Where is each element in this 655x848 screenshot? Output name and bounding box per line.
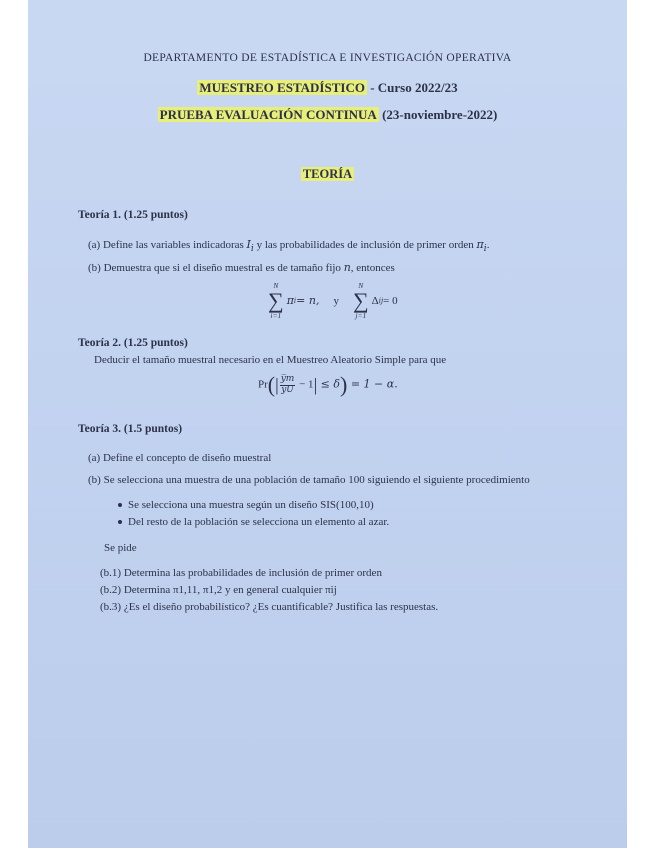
bullet-icon [118,503,122,507]
t3-bullet-2 [118,516,389,528]
exam-date: (23-noviembre-2022) [378,107,498,122]
t1-a-end: . [486,239,490,251]
t1-b-n: n [343,261,351,274]
course-line [0,80,655,96]
t2-leq: ≤ δ [317,377,341,391]
t1-f-ij: ij [378,296,384,305]
t3-b3-label: (b.3) [100,601,122,613]
t1-sum1-sigma: ∑ [268,287,284,313]
t3-b2-text: Determina π1,11, π1,2 y en general cualquier πij [123,584,337,596]
course-year: - Curso 2022/23 [366,80,458,95]
t1-sum2-lower: j=1 [355,310,367,320]
t3-bullet-1-text: Se selecciona una muestra según un diseño SIS(100,10) [128,499,374,511]
t2-formula: Pr(| $\frac{y̅m}{y̅U}$ − 1| ≤ δ) = 1 − α. [258,372,398,397]
department-line: DEPARTAMENTO DE ESTADÍSTICA E INVESTIGACIÓN OPERATIVA [143,52,512,64]
t1-sum2-sigma: ∑ [352,287,369,313]
exam-title: PRUEBA EVALUACIÓN CONTINUA [159,107,377,122]
t1-item-a [88,238,489,254]
t3-item-b3 [100,601,438,613]
t3-item-b [88,474,530,486]
t3-b-label: (b) [88,474,101,486]
t2-fraction [280,375,296,396]
t3-heading: Teoría 3. (1.5 puntos) [78,423,183,435]
t1-sum1 [268,282,284,319]
t1-a-text-1: Define las variables indicadoras [102,239,247,251]
exam-line [0,107,655,123]
t1-item-b [88,261,395,274]
t1-a-pi: π [476,238,484,251]
t1-a-i1: i [250,243,254,255]
t3-b-text: Se selecciona una muestra de una población de tamaño 100 siguiendo el siguiente procedimiento [103,474,530,486]
t3-a-label: (a) [88,452,101,464]
t1-f-delta: Δ [371,294,379,307]
t3-item-a [88,452,271,464]
t1-sum1-lower: i=1 [270,310,282,320]
t2-heading: Teoría 2. (1.25 puntos) [78,337,188,349]
t3-a-text: Define el concepto de diseño muestral [102,452,272,464]
t2-rhs: = 1 − α. [347,377,398,391]
t2-pr: Pr [258,378,268,391]
t1-f-i: i [293,296,297,305]
t1-sum2-upper: N [358,281,364,290]
t3-bullet-2-text: Del resto de la población se selecciona un elemento al azar. [128,516,390,528]
t1-heading: Teoría 1. (1.25 puntos) [78,209,188,221]
t1-f-eq1: = n, [296,294,320,307]
t1-sum1-upper: N [273,281,279,290]
t2-den: y̅U [281,384,294,395]
t1-f-y: y [333,294,339,307]
t1-a-text-2: y las probabilidades de inclusión de primer orden [253,239,477,251]
t3-item-b2 [100,584,337,596]
t1-f-pi: π [286,294,294,307]
t3-bullet-1 [118,499,374,511]
t1-a-i2: i [483,243,487,255]
t2-num: y̅m [280,373,295,384]
t1-sum2 [353,282,369,319]
section-title [0,167,655,182]
t3-b1-text: Determina las probabilidades de inclusión de primer orden [123,567,382,579]
t1-b-label: (b) [88,262,101,274]
t3-b2-label: (b.2) [100,584,122,596]
t3-b1-label: (b.1) [100,567,122,579]
t1-f-eq2: = 0 [383,294,398,307]
section-title-text: TEORÍA [302,167,353,181]
t2-minus1: − 1 [296,378,314,391]
t1-b-text-1: Demuestra que si el diseño muestral es de tamaño fijo [103,262,344,274]
course-title: MUESTREO ESTADÍSTICO [199,80,365,95]
t1-a-label: (a) [88,239,101,251]
bullet-icon [118,520,122,524]
t3-b3-text: ¿Es el diseño probabilístico? ¿Es cuantificable? Justifica las respuestas. [123,601,439,613]
t1-b-text-2: , entonces [350,262,395,274]
t1-formula [268,282,398,319]
t3-se-pide: Se pide [104,542,137,554]
t2-text: Deducir el tamaño muestral necesario en el Muestreo Aleatorio Simple para que [94,354,447,366]
t3-item-b1 [100,567,382,579]
t1-a-I: I [246,238,251,251]
